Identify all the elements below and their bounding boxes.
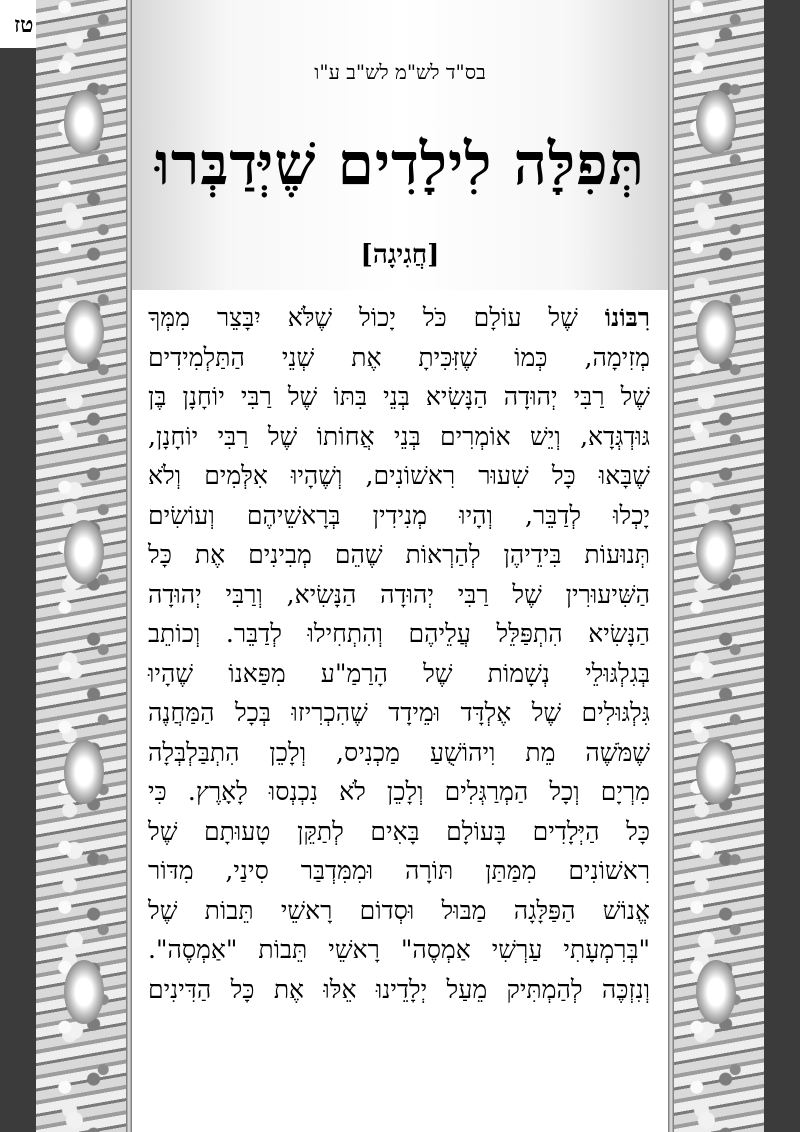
text-line: וְנִזְכֶּה לְהַמְתִּיק מֵעַל יְלָדֵינוּ אֵלּוּ אֶת כָּל הַדִּינִים	[148, 974, 650, 1004]
text-line: שֶׁמֹּשֶׁה מֵת וִיהוֹשֻׁעַ מַכְנִיס, וְלָכֵן הִתְבַּלְבְּלָה	[148, 737, 650, 767]
ornament-flourish-icon	[696, 300, 736, 364]
text-line: מִרְיָם וְכָל הַמְרַגְּלִים וְלָכֵן לֹא נִכְנְסוּ לָאָרֶץ. כִּי	[148, 777, 650, 806]
text-line: הַנָּשִׂיא הִתְפַּלֵּל עֲלֵיהֶם וְהִתְחִילוּ לְדַבֵּר. וְכוֹתֵב	[148, 619, 650, 648]
text-line: בְּגִלְגּוּלֵי נְשָׁמוֹת שֶׁל הָרַמַ"ע מִפַּאנוֹ שֶׁהָיוּ	[148, 658, 650, 688]
ornament-flourish-icon	[64, 520, 104, 584]
text-line: אֱנוֹשׁ הַפַּלָּגָה מַבּוּל וּסְדוֹם רָאשֵׁי תֵּבוֹת שֶׁל	[148, 895, 650, 925]
ornamental-border-right	[668, 0, 764, 1132]
text-line: "בְּרִמְעָתִי עַרְשִׁי אַמְסֶה" רָאשֵׁי תֵּבוֹת "אַמְסֶה".	[148, 935, 650, 964]
document-page	[132, 0, 668, 1132]
text-line: כָּל הַיְּלָדִים בָּעוֹלָם בָּאִים לְתַקֵּן טָעוּתָם שֶׁל	[148, 816, 650, 846]
page-title: תְּפִלָּה לִילָדִים שֶׁיְּדַבְּרוּ	[154, 130, 645, 198]
text-line: הַשִּׁיעוּרִין שֶׁל רַבִּי יְהוּדָה הַנָּשִׂיא, וְרַבִּי יְהוּדָה	[148, 579, 650, 609]
text-line: גִּלְגּוּלִים שֶׁל אֶלְדָּד וּמֵידָד שֶׁהִכְרִיזוּ בְּכָל הַמַּחֲנֶה	[148, 698, 650, 727]
ornament-flourish-icon	[696, 520, 736, 584]
text-line: שֶׁל רַבִּי יְהוּדָה הַנָּשִׂיא בְּנֵי בִּתּוֹ שֶׁל רַבִּי יוֹחָנָן בֶּן	[148, 382, 650, 411]
text-line: תְּנוּעוֹת בִּידֵיהֶן לְהַרְאוֹת שֶׁהֵם מְבִינִים אֶת כָּל	[148, 540, 650, 569]
text-line: שֶׁבָּאוּ כָּל שִׁעוּר רִאשׁוֹנִים, וְשֶׁהָיוּ אִלְּמִים וְלֹא	[148, 461, 650, 490]
ornament-flourish-icon	[64, 740, 104, 804]
ornament-flourish-icon	[64, 90, 104, 154]
ornament-flourish-icon	[696, 960, 736, 1024]
body-text	[148, 298, 650, 1009]
border-edge	[668, 0, 674, 1132]
text-line: רִאשׁוֹנִים מִמַּתַּן תּוֹרָה וּמִמִּדְבַּר סִינַי, מִדּוֹר	[148, 856, 650, 885]
opening-word: רִבּוֹנוֹ	[604, 303, 650, 332]
ornament-flourish-icon	[696, 90, 736, 154]
text-line: גּוּדְגְּדָא, וְיֵשׁ אוֹמְרִים בְּנֵי אֲחוֹתוֹ שֶׁל רַבִּי יוֹחָנָן,	[148, 421, 650, 451]
page-number: טז	[14, 12, 34, 38]
text-line: מְזִימָה, כְּמוֹ שֶׁזִּכִּיתָ אֶת שְׁנֵי הַתַּלְמִידִים	[148, 342, 650, 372]
text-line	[148, 298, 650, 338]
text-line: יָכְלוּ לְדַבֵּר, וְהָיוּ מְנִידִין בְּרָאשֵׁיהֶם וְעוֹשִׂים	[148, 500, 650, 530]
dark-margin-left	[0, 0, 36, 1132]
ornament-flourish-icon	[696, 740, 736, 804]
ornamental-border-left	[36, 0, 132, 1132]
page-subtitle: [חֲגִיגָה]	[360, 240, 440, 270]
text-line-content: שֶׁל עוֹלָם כֹּל יָכוֹל שֶׁלֹּא יִבָּצֵר מִמְּךָ	[148, 303, 605, 332]
ornament-flourish-icon	[64, 300, 104, 364]
header-abbreviation: בס"ד לש"מ לש"ב ע"ו	[314, 60, 486, 84]
dark-margin-right	[764, 0, 800, 1132]
ornament-flourish-icon	[64, 960, 104, 1024]
